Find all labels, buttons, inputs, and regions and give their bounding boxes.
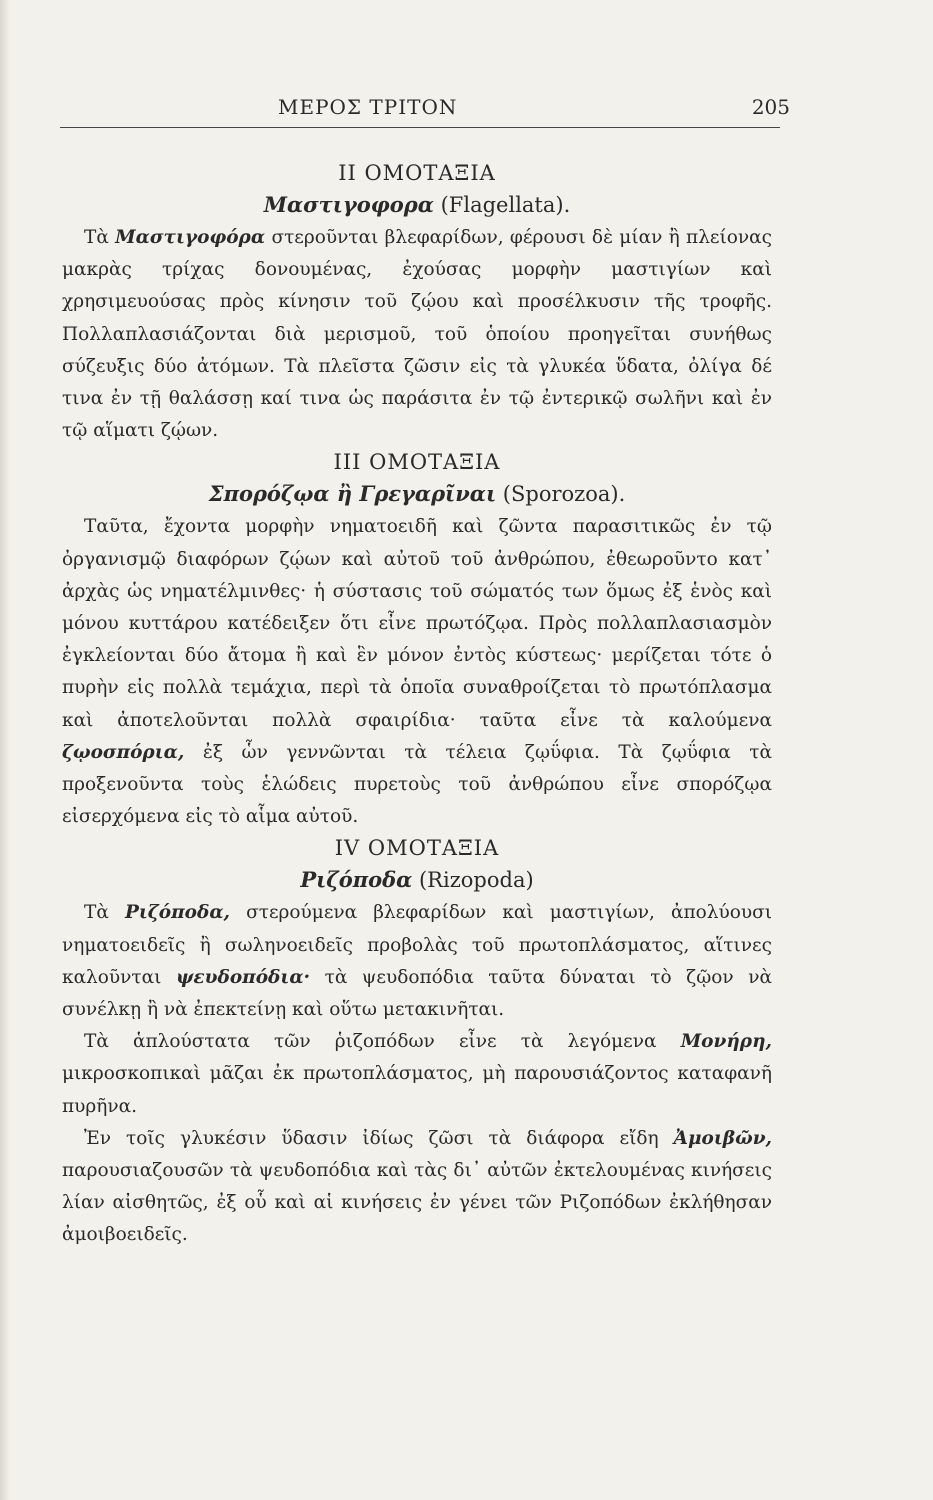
paragraph-text: Τὰ ἁπλούστατα τῶν ῥιζοπόδων εἶνε τὰ λεγόμενα bbox=[84, 1031, 657, 1053]
paragraph-text: μικροσκοπικαὶ μᾶζαι ἐκ πρωτοπλάσματος, μὴ παρουσιάζοντος καταφανῆ πυρῆνα. bbox=[62, 1063, 772, 1117]
paragraph bbox=[62, 1026, 772, 1123]
emphasized-term: Ριζόποδα, bbox=[124, 902, 230, 924]
emphasized-term: ψευδοπόδια· bbox=[175, 966, 311, 988]
section-subtitle bbox=[62, 477, 772, 511]
paragraph bbox=[62, 222, 772, 447]
section-subtitle bbox=[62, 863, 772, 897]
section-subtitle bbox=[62, 188, 772, 222]
section-rizopoda bbox=[62, 833, 772, 1251]
paragraph bbox=[62, 1123, 772, 1252]
taxon-name: Σπορόζῳα ἢ Γρεγαρῖναι bbox=[208, 481, 497, 507]
paragraph bbox=[62, 511, 772, 833]
running-title: ΜΕΡΟΣ ΤΡΙΤΟΝ bbox=[278, 95, 458, 119]
paragraph bbox=[62, 897, 772, 1026]
paragraph-text: τὰ ψευδοπόδια ταῦτα δύναται τὸ ζῷον νὰ συνέλκῃ ἢ νὰ ἐπεκτείνῃ καὶ οὕτω μετακινῆται. bbox=[62, 966, 772, 1021]
taxon-name: Ριζόποδα bbox=[300, 867, 413, 893]
page-body bbox=[62, 158, 772, 1252]
taxon-latin: (Sporozoa). bbox=[502, 482, 626, 507]
header-rule bbox=[60, 127, 780, 128]
emphasized-term: Μονήρη, bbox=[680, 1031, 772, 1053]
emphasized-term: Μαστιγοφόρα bbox=[115, 227, 266, 248]
lead-article: Τὰ bbox=[84, 227, 109, 248]
paragraph-text: στεροῦνται βλεφαρίδων, φέρουσι δὲ μίαν ἢ πλείονας μακρὰς τρίχας δονουμένας, ἐχούσας μορφὴν μαστιγίων καὶ χρησιμευούσας πρὸς κίνησιν τοῦ ζῴου καὶ προσέλκυσιν τῆς τροφῆς. Πολλαπλασιάζονται διὰ μερισμοῦ, τοῦ ὁποίου προηγεῖται συνήθως σύζευξις δύο ἀτόμων. Τὰ πλεῖστα ζῶσιν εἰς τὰ γλυκέα ὕδατα, ὀλίγα δέ τινα ἐν τῇ θαλάσσῃ καί τινα ὡς παράσιτα ἐν τῷ ἐντερικῷ σωλῆνι καὶ ἐν τῷ αἵματι ζῴων. bbox=[62, 227, 772, 442]
taxon-latin: (Flagellata). bbox=[440, 193, 571, 217]
paragraph-text: παρουσιαζουσῶν τὰ ψευδοπόδια καὶ τὰς δι᾽ αὐτῶν ἐκτελουμένας κινήσεις λίαν αἰσθητῶς, ἐξ οὗ καὶ αἱ κινήσεις ἐν γένει τῶν Ριζοπόδων ἐκλήθησαν ἀμοιβοειδεῖς. bbox=[62, 1160, 772, 1246]
section-sporozoa bbox=[62, 447, 772, 833]
paragraph-text: ἐξ ὧν γεννῶνται τὰ τέλεια ζῳΰφια. Τὰ ζῳΰφια τὰ προξενοῦντα τοὺς ἑλώδεις πυρετοὺς τοῦ ἀνθρώπου εἶνε σπορόζῳα εἰσερχόμενα εἰς τὸ αἷμα αὐτοῦ. bbox=[62, 741, 772, 828]
page-number: 205 bbox=[751, 95, 790, 119]
page-header bbox=[60, 95, 790, 129]
emphasized-term: Ἀμοιβῶν, bbox=[673, 1127, 772, 1149]
paragraph-text: στερούμενα βλεφαρίδων καὶ μαστιγίων, ἀπολύουσι νηματοειδεῖς ἢ σωληνοειδεῖς προβολὰς τοῦ πρωτοπλάσματος, αἵτινες καλοῦνται bbox=[62, 902, 773, 988]
emphasized-term: ζῳοσπόρια, bbox=[62, 741, 185, 763]
paragraph-text: Ταῦτα, ἔχοντα μορφὴν νηματοειδῆ καὶ ζῶντα παρασιτικῶς ἐν τῷ ὀργανισμῷ διαφόρων ζῴων καὶ αὐτοῦ τοῦ ἀνθρώπου, ἐθεωροῦντο κατ᾽ ἀρχὰς ὡς νηματέλμινθες· ἡ σύστασις τοῦ σώματός των ὅμως ἐξ ἑνὸς καὶ μόνου κυττάρου κατέδειξεν ὅτι εἶνε πρωτόζῳα. Πρὸς πολλαπλασιασμὸν ἐγκλείονται δύο ἄτομα ἢ καὶ ἓν μόνον ἐντὸς κύστεως· μερίζεται τότε ὁ πυρὴν εἰς πολλὰ τεμάχια, περὶ τὰ ὁποῖα συναθροίζεται τὸ πρωτόπλασμα καὶ ἀποτελοῦνται πολλὰ σφαιρίδια· ταῦτα εἶνε τὰ καλούμενα bbox=[62, 516, 772, 731]
paragraph-text: Ἐν τοῖς γλυκέσιν ὕδασιν ἰδίως ζῶσι τὰ διάφορα εἴδη bbox=[84, 1127, 659, 1149]
section-heading: II ΟΜΟΤΑΞΙΑ bbox=[338, 161, 496, 185]
section-flagellata bbox=[62, 158, 772, 447]
section-heading: III ΟΜΟΤΑΞΙΑ bbox=[333, 450, 501, 475]
lead-article: Τὰ bbox=[84, 902, 109, 924]
taxon-latin: (Rizopoda) bbox=[418, 868, 534, 893]
page-spine-shadow bbox=[0, 0, 10, 1500]
section-heading: IV ΟΜΟΤΑΞΙΑ bbox=[334, 836, 500, 861]
taxon-name: Μαστιγοφορα bbox=[263, 192, 434, 217]
